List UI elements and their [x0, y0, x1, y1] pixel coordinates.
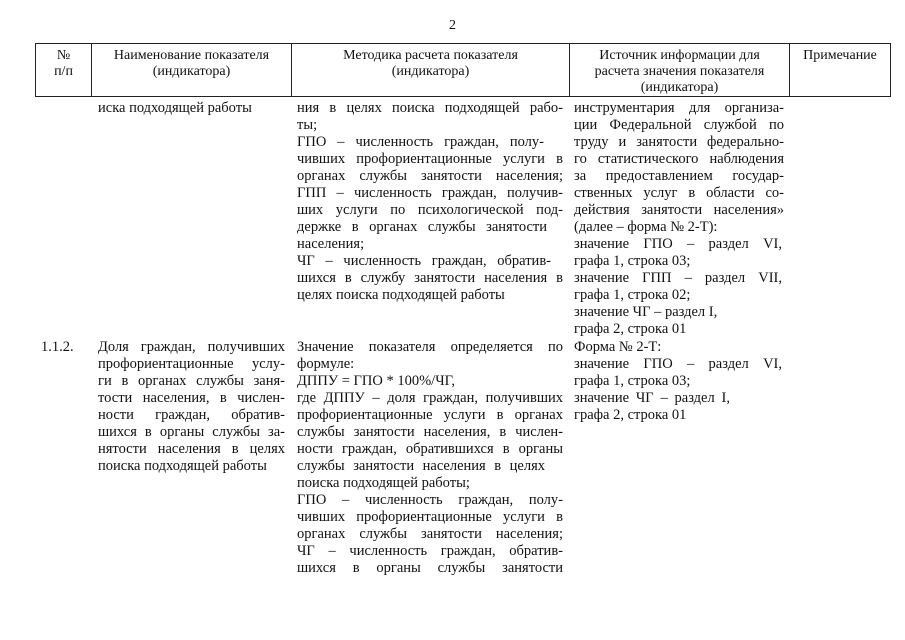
indicator-name-line: иска подходящей работы	[98, 100, 252, 116]
header-bottom-border	[35, 96, 891, 97]
header-calculation-method: Методика расчета показателя (индикатора)	[343, 48, 518, 79]
header-note: Примечание	[803, 48, 877, 63]
formula: ДППУ = ГПО * 100%/ЧГ,	[297, 373, 456, 389]
row-number: 1.1.2.	[41, 339, 74, 355]
header-indicator-name: Наименование показателя (индикатора)	[113, 48, 270, 79]
table-top-border	[35, 43, 891, 44]
header-number: № п/п	[54, 48, 73, 79]
header-information-source: Источник информации для расчета значения показателя (индикатора)	[594, 48, 765, 95]
page-number: 2	[449, 18, 456, 33]
column-divider-6	[890, 43, 891, 97]
